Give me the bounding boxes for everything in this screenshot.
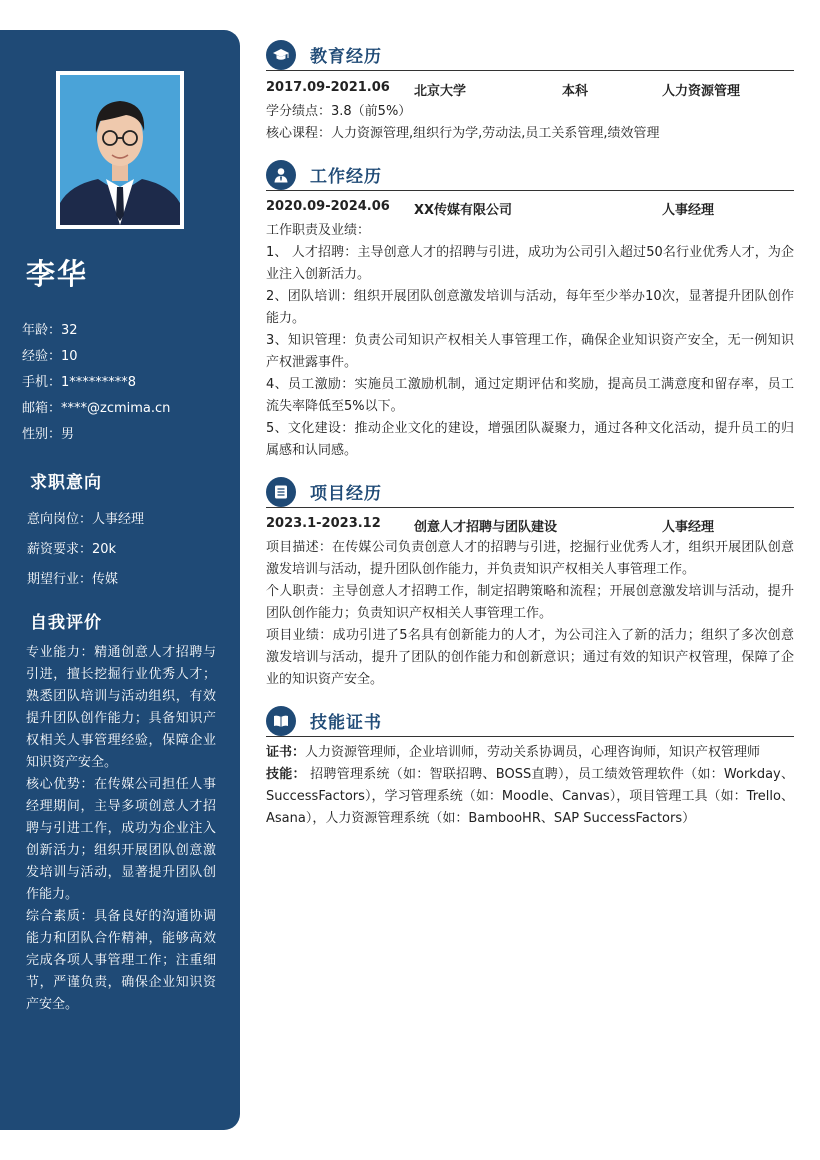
info-experience: 经验：10	[22, 349, 78, 364]
cert-text: 人力资源管理师，企业培训师，劳动关系协调员，心理咨询师，知识产权管理师	[305, 745, 761, 760]
intent-industry: 期望行业：传媒	[27, 572, 119, 587]
work-intro: 工作职责及业绩：	[266, 223, 371, 238]
education-period: 2017.09-2021.06	[266, 80, 390, 95]
job-intent-title: 求职意向	[30, 473, 102, 493]
work-row	[266, 199, 794, 219]
work-item: 4、员工激励：实施员工激励机制，通过定期评估和奖励，提高员工满意度和留存率，员工流失率降低至5%以下。	[266, 377, 794, 414]
education-school: 北京大学	[414, 84, 467, 99]
skill-text: 招聘管理系统（如：智联招聘、BOSS直聘），员工绩效管理软件（如：Workday、SuccessFactors），学习管理系统（如：Moodle、Canvas），项目管理工具（如：Trello、Asana），人力资源管理系统（如：BambooHR、SAP SuccessFactors）	[266, 767, 794, 826]
education-major: 人力资源管理	[662, 84, 741, 99]
self-eval-text	[26, 642, 216, 1016]
intent-salary: 薪资要求：20k	[27, 542, 117, 557]
project-details	[266, 537, 794, 691]
skills-details	[266, 742, 794, 830]
graduation-cap-icon	[266, 40, 296, 70]
person-icon	[266, 160, 296, 190]
candidate-name: 李华	[26, 257, 89, 291]
work-position: 人事经理	[662, 203, 715, 218]
section-divider	[266, 507, 794, 508]
work-header	[266, 160, 794, 194]
section-divider	[266, 70, 794, 71]
education-row	[266, 80, 794, 100]
job-intent-list	[27, 505, 144, 595]
self-eval-paragraph: 核心优势：在传媒公司担任人事经理期间，主导多项创意人才招聘与引进工作，成功为企业注入创新活力；组织开展团队创意激发培训与活动，显著提升团队创作能力。	[26, 777, 216, 902]
self-eval-paragraph: 综合素质：具备良好的沟通协调能力和团队合作精神，能够高效完成各项人事管理工作；注重细节，严谨负责，确保企业知识资产安全。	[26, 909, 216, 1012]
education-degree: 本科	[562, 84, 589, 99]
work-company: XX传媒有限公司	[414, 203, 513, 218]
profile-photo	[56, 71, 184, 229]
project-period: 2023.1-2023.12	[266, 516, 381, 531]
education-title: 教育经历	[310, 47, 382, 67]
cert-label: 证书：	[266, 745, 306, 760]
work-item: 2、团队培训：组织开展团队创意激发培训与活动，每年至少举办10次，显著提升团队创作能力。	[266, 289, 794, 326]
project-results: 项目业绩：成功引进了5名具有创新能力的人才，为公司注入了新的活力；组织了多次创意激发培训与活动，提升了团队的创作能力和创新意识；通过有效的知识产权管理，保障了企业的知识资产安全。	[266, 628, 794, 687]
work-item: 5、文化建设：推动企业文化的建设，增强团队凝聚力，通过各种文化活动，提升员工的归属感和认同感。	[266, 421, 794, 458]
sidebar	[0, 30, 240, 1130]
education-gpa: 学分绩点：3.8（前5%）	[266, 104, 412, 119]
section-divider	[266, 736, 794, 737]
section-divider	[266, 190, 794, 191]
list-icon	[266, 477, 296, 507]
work-item: 3、知识管理：负责公司知识产权相关人事管理工作，确保企业知识资产安全，无一例知识产权泄露事件。	[266, 333, 794, 370]
info-email: 邮箱：****@zcmima.cn	[22, 401, 171, 416]
work-details	[266, 220, 794, 462]
info-gender: 性别：男	[22, 427, 75, 442]
self-eval-paragraph: 专业能力：精通创意人才招聘与引进，擅长挖掘行业优秀人才；熟悉团队培训与活动组织，有效提升团队创作能力；具备知识产权相关人事管理经验，保障企业知识资产安全。	[26, 645, 216, 770]
certificates	[266, 742, 794, 764]
book-icon	[266, 706, 296, 736]
project-duties: 个人职责：主导创意人才招聘工作，制定招聘策略和流程；开展创意激发培训与活动，提升团队创作能力；负责知识产权相关人事管理工作。	[266, 584, 794, 621]
project-name: 创意人才招聘与团队建设	[414, 520, 558, 535]
project-header	[266, 477, 794, 511]
project-description: 项目描述：在传媒公司负责创意人才的招聘与引进，挖掘行业优秀人才，组织开展团队创意激发培训与活动，提升团队创作能力，并负责知识产权相关人事管理工作。	[266, 540, 794, 577]
skills-title: 技能证书	[310, 713, 382, 733]
education-courses: 核心课程：人力资源管理,组织行为学,劳动法,员工关系管理,绩效管理	[266, 126, 660, 141]
info-age: 年龄：32	[22, 323, 78, 338]
project-row	[266, 516, 794, 536]
self-eval-title: 自我评价	[30, 613, 102, 633]
skill-label: 技能：	[266, 767, 306, 782]
work-item: 1、 人才招聘：主导创意人才的招聘与引进，成功为公司引入超过50名行业优秀人才，为企业注入创新活力。	[266, 245, 794, 282]
work-title: 工作经历	[310, 167, 382, 187]
info-phone: 手机：1*********8	[22, 375, 137, 390]
project-role: 人事经理	[662, 520, 715, 535]
skills	[266, 764, 794, 830]
work-period: 2020.09-2024.06	[266, 199, 390, 214]
skills-header	[266, 706, 794, 740]
intent-position: 意向岗位：人事经理	[27, 512, 145, 527]
avatar	[60, 75, 180, 225]
education-details	[266, 101, 794, 145]
education-header	[266, 40, 794, 74]
project-title: 项目经历	[310, 484, 382, 504]
basic-info	[22, 318, 170, 448]
